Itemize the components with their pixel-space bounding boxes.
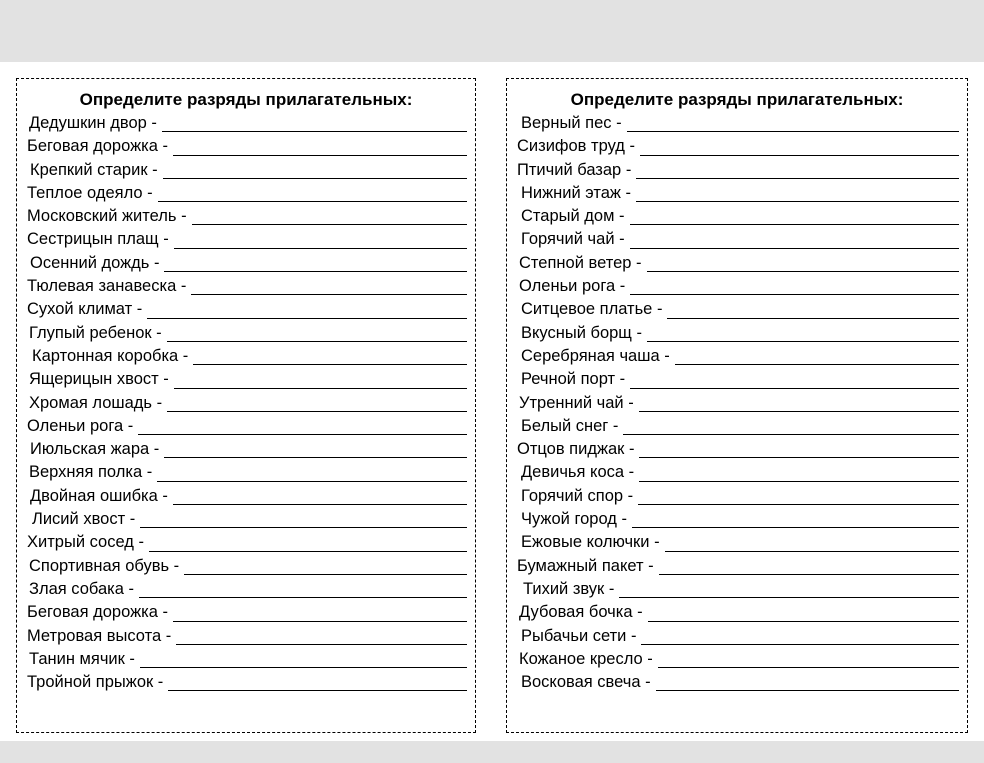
phrase-label: Вкусный борщ -: [521, 323, 642, 342]
exercise-row: [507, 625, 967, 648]
phrase-label: Тройной прыжок -: [27, 673, 164, 692]
exercise-row: [17, 205, 475, 228]
exercise-row: [507, 298, 967, 321]
answer-blank-line[interactable]: [636, 201, 959, 202]
exercise-row: [507, 112, 967, 135]
phrase-label: Верный пес -: [521, 114, 622, 132]
exercise-row: [17, 159, 475, 182]
answer-blank-line[interactable]: [140, 667, 467, 668]
exercise-row: [17, 625, 475, 648]
phrase-label: Дубовая бочка -: [519, 603, 643, 622]
phrase-label: Серебряная чаша -: [521, 346, 670, 365]
answer-blank-line[interactable]: [174, 388, 467, 389]
answer-blank-line[interactable]: [162, 131, 467, 132]
phrase-label: Беговая дорожка -: [27, 137, 168, 156]
phrase-label: Оленьи рога -: [27, 416, 134, 435]
phrase-label: Метровая высота -: [27, 626, 172, 645]
exercise-row: [17, 228, 475, 251]
exercise-row: [17, 368, 475, 391]
phrase-label: Крепкий старик -: [30, 160, 158, 179]
exercise-row: [17, 531, 475, 554]
exercise-row: [17, 345, 475, 368]
answer-blank-line[interactable]: [173, 621, 467, 622]
phrase-label: Злая собака -: [29, 579, 134, 598]
answer-blank-line[interactable]: [630, 224, 959, 225]
answer-blank-line[interactable]: [639, 411, 959, 412]
phrase-label: Осенний дождь -: [30, 253, 160, 272]
answer-blank-line[interactable]: [619, 597, 959, 598]
answer-blank-line[interactable]: [147, 318, 467, 319]
phrase-label: Ящерицын хвост -: [29, 370, 169, 389]
answer-blank-line[interactable]: [627, 131, 959, 132]
answer-blank-line[interactable]: [630, 248, 959, 249]
answer-blank-line[interactable]: [173, 155, 467, 156]
answer-blank-line[interactable]: [658, 667, 959, 668]
phrase-label: Танин мячик -: [29, 649, 135, 668]
answer-blank-line[interactable]: [648, 621, 959, 622]
exercise-row: [17, 135, 475, 158]
phrase-label: Беговая дорожка -: [27, 603, 168, 622]
phrase-label: Нижний этаж -: [521, 183, 632, 202]
exercise-list: [17, 112, 475, 694]
phrase-label: Восковая свеча -: [521, 673, 651, 692]
exercise-row: [507, 182, 967, 205]
answer-blank-line[interactable]: [193, 364, 467, 365]
exercise-row: [507, 601, 967, 624]
phrase-label: Старый дом -: [521, 207, 625, 226]
answer-blank-line[interactable]: [636, 178, 959, 179]
answer-blank-line[interactable]: [656, 690, 959, 691]
answer-blank-line[interactable]: [675, 364, 959, 365]
phrase-label: Тюлевая занавеска -: [27, 277, 187, 296]
exercise-row: [507, 415, 967, 438]
exercise-row: [17, 182, 475, 205]
phrase-label: Сестрицын плащ -: [27, 230, 169, 249]
exercise-row: [507, 555, 967, 578]
exercise-row: [507, 322, 967, 345]
phrase-label: Сизифов труд -: [517, 137, 635, 156]
phrase-label: Хитрый сосед -: [27, 533, 144, 552]
answer-blank-line[interactable]: [138, 434, 467, 435]
answer-blank-line[interactable]: [630, 388, 959, 389]
answer-blank-line[interactable]: [647, 341, 959, 342]
answer-blank-line[interactable]: [659, 574, 959, 575]
exercise-row: [507, 159, 967, 182]
exercise-row: [17, 601, 475, 624]
exercise-row: [17, 298, 475, 321]
answer-blank-line[interactable]: [164, 271, 467, 272]
answer-blank-line[interactable]: [157, 481, 467, 482]
answer-blank-line[interactable]: [630, 294, 959, 295]
phrase-label: Хромая лошадь -: [29, 393, 163, 412]
exercise-row: [17, 461, 475, 484]
phrase-label: Сухой климат -: [27, 300, 143, 319]
exercise-row: [17, 485, 475, 508]
answer-blank-line[interactable]: [640, 155, 959, 156]
exercise-row: [17, 648, 475, 671]
answer-blank-line[interactable]: [167, 411, 467, 412]
answer-blank-line[interactable]: [632, 527, 959, 528]
answer-blank-line[interactable]: [158, 201, 467, 202]
phrase-label: Горячий спор -: [521, 486, 634, 505]
answer-blank-line[interactable]: [641, 644, 959, 645]
answer-blank-line[interactable]: [174, 248, 467, 249]
phrase-label: Июльская жара -: [30, 440, 160, 459]
answer-blank-line[interactable]: [665, 551, 959, 552]
exercise-row: [17, 578, 475, 601]
phrase-label: Двойная ошибка -: [30, 486, 168, 505]
phrase-label: Птичий базар -: [517, 160, 632, 179]
exercise-row: [17, 392, 475, 415]
exercise-row: [507, 135, 967, 158]
phrase-label: Ситцевое платье -: [521, 300, 663, 319]
exercise-row: [17, 438, 475, 461]
exercise-row: [17, 508, 475, 531]
phrase-label: Девичья коса -: [521, 463, 635, 482]
answer-blank-line[interactable]: [149, 551, 467, 552]
exercise-row: [507, 228, 967, 251]
worksheet-page: [0, 62, 984, 741]
card-title: Определите разряды прилагательных:: [570, 90, 904, 109]
phrase-label: Глупый ребенок -: [29, 323, 162, 342]
phrase-label: Спортивная обувь -: [29, 556, 180, 575]
exercise-row: [17, 112, 475, 135]
card-title: Определите разряды прилагательных:: [79, 90, 413, 109]
exercise-row: [507, 205, 967, 228]
phrase-label: Московский житель -: [27, 207, 187, 226]
phrase-label: Верхняя полка -: [29, 463, 153, 482]
answer-blank-line[interactable]: [192, 224, 467, 225]
answer-blank-line[interactable]: [638, 504, 959, 505]
exercise-row: [507, 578, 967, 601]
exercise-row: [17, 671, 475, 694]
exercise-row: [17, 555, 475, 578]
answer-blank-line[interactable]: [639, 457, 959, 458]
exercise-row: [507, 508, 967, 531]
phrase-label: Картонная коробка -: [32, 346, 189, 365]
phrase-label: Отцов пиджак -: [517, 440, 635, 459]
answer-blank-line[interactable]: [191, 294, 467, 295]
phrase-label: Бумажный пакет -: [517, 556, 654, 575]
answer-blank-line[interactable]: [184, 574, 467, 575]
exercise-card-left: [16, 78, 476, 733]
phrase-label: Белый снег -: [521, 416, 619, 435]
answer-blank-line[interactable]: [173, 504, 467, 505]
exercise-row: [507, 438, 967, 461]
answer-blank-line[interactable]: [639, 481, 959, 482]
answer-blank-line[interactable]: [163, 178, 467, 179]
answer-blank-line[interactable]: [167, 341, 467, 342]
exercise-card-right: [506, 78, 968, 733]
phrase-label: Горячий чай -: [521, 230, 625, 249]
answer-blank-line[interactable]: [176, 644, 467, 645]
exercise-row: [507, 368, 967, 391]
exercise-row: [17, 275, 475, 298]
answer-blank-line[interactable]: [667, 318, 959, 319]
exercise-row: [507, 345, 967, 368]
exercise-row: [507, 648, 967, 671]
answer-blank-line[interactable]: [139, 597, 467, 598]
phrase-label: Утренний чай -: [519, 393, 634, 412]
exercise-row: [17, 322, 475, 345]
phrase-label: Речной порт -: [521, 370, 626, 389]
phrase-label: Кожаное кресло -: [519, 649, 653, 668]
exercise-row: [507, 485, 967, 508]
phrase-label: Рыбачьи сети -: [521, 626, 637, 645]
answer-blank-line[interactable]: [647, 271, 959, 272]
exercise-row: [507, 531, 967, 554]
phrase-label: Лисий хвост -: [32, 510, 136, 529]
exercise-row: [17, 415, 475, 438]
phrase-label: Чужой город -: [521, 510, 627, 529]
exercise-row: [507, 252, 967, 275]
phrase-label: Степной ветер -: [519, 253, 642, 272]
exercise-list: [507, 112, 967, 694]
exercise-row: [17, 252, 475, 275]
answer-blank-line[interactable]: [623, 434, 959, 435]
exercise-row: [507, 461, 967, 484]
phrase-label: Дедушкин двор -: [29, 114, 157, 132]
phrase-label: Оленьи рога -: [519, 277, 626, 296]
phrase-label: Теплое одеяло -: [27, 183, 153, 202]
answer-blank-line[interactable]: [168, 690, 467, 691]
phrase-label: Тихий звук -: [523, 579, 615, 598]
exercise-row: [507, 392, 967, 415]
exercise-row: [507, 671, 967, 694]
answer-blank-line[interactable]: [164, 457, 467, 458]
exercise-row: [507, 275, 967, 298]
phrase-label: Ежовые колючки -: [521, 533, 660, 552]
answer-blank-line[interactable]: [140, 527, 467, 528]
